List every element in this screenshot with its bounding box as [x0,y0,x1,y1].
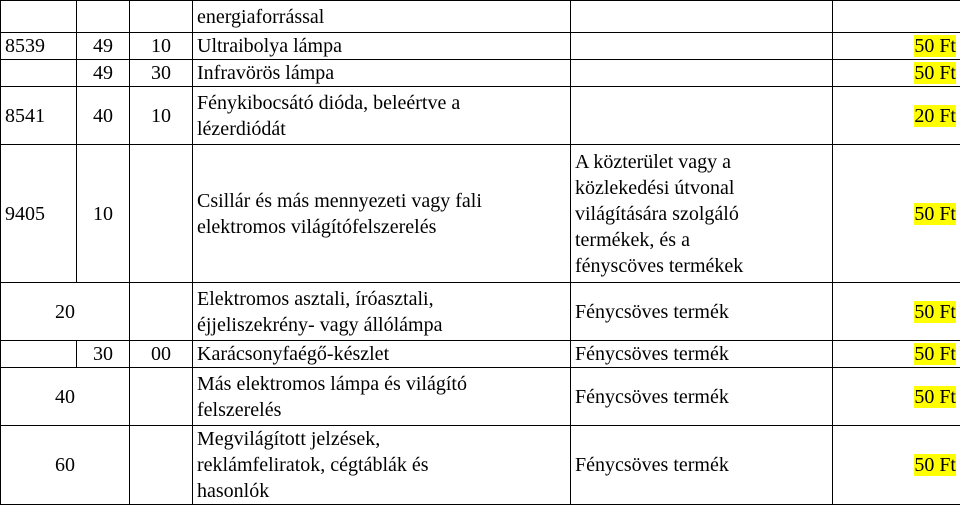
note-cell: Fénycsöves termék [571,426,833,505]
code-cell [130,145,193,283]
description-cell: Karácsonyfaégő-készlet [193,341,571,368]
fee-value: 50 Ft [914,343,956,365]
table-row [1,283,960,341]
description-line: elektromos világítófelszerelés [197,214,566,240]
description-cell [193,145,571,283]
table-row [1,341,960,368]
code-cell: 00 [130,341,193,368]
note-line: közlekedési útvonal [575,175,828,201]
note-cell [571,33,833,60]
description-line: Más elektromos lámpa és világító [197,371,566,397]
code-cell: 49 [77,33,130,60]
fee-cell [833,87,960,145]
fee-value: 50 Ft [914,62,956,84]
code-cell [1,60,77,87]
fee-cell [833,1,960,33]
note-cell [571,87,833,145]
fee-cell [833,145,960,283]
table-row [1,1,960,33]
note-line: fényscöves termékek [575,253,828,279]
code-cell: 8539 [1,33,77,60]
description-line: Megvilágított jelzések, [197,426,566,452]
code-cell: 60 [1,426,130,505]
note-cell: Fénycsöves termék [571,341,833,368]
description-line: éjjeliszekrény- vagy állólámpa [197,312,566,338]
fee-cell [833,368,960,426]
fee-value: 50 Ft [914,454,956,476]
description-line: reklámfeliratok, cégtáblák és [197,452,566,478]
code-cell: 40 [1,368,130,426]
note-line: világítására szolgáló [575,201,828,227]
description-line: lézerdiódát [197,116,566,142]
code-cell [1,1,77,33]
note-cell [571,145,833,283]
fee-cell [833,60,960,87]
code-cell [130,1,193,33]
table-row [1,87,960,145]
code-cell: 10 [77,145,130,283]
code-cell [130,283,193,341]
description-cell [193,283,571,341]
fee-value: 50 Ft [914,203,956,225]
description-cell [193,368,571,426]
table-row [1,60,960,87]
description-line: Csillár és más mennyezeti vagy fali [197,188,566,214]
code-cell [1,341,77,368]
code-cell: 20 [1,283,130,341]
note-cell: Fénycsöves termék [571,368,833,426]
fee-cell [833,33,960,60]
fee-cell [833,283,960,341]
description-cell: Ultraibolya lámpa [193,33,571,60]
table-row [1,426,960,505]
code-cell [130,368,193,426]
code-cell: 30 [77,341,130,368]
description-text: energiaforrással [197,6,324,28]
description-line: Fénykibocsátó dióda, beleértve a [197,90,566,116]
description-cell [193,426,571,505]
fee-cell [833,426,960,505]
description-line: Elektromos asztali, íróasztali, [197,286,566,312]
fee-value: 50 Ft [914,301,956,323]
code-cell: 30 [130,60,193,87]
note-cell: Fénycsöves termék [571,283,833,341]
note-line: termékek, és a [575,227,828,253]
description-cell [193,87,571,145]
code-cell [130,426,193,505]
fee-value: 50 Ft [914,35,956,57]
fee-value: 50 Ft [914,386,956,408]
description-cell [193,1,571,33]
code-cell: 40 [77,87,130,145]
fee-value: 20 Ft [914,105,956,127]
fee-cell [833,341,960,368]
code-cell: 10 [130,87,193,145]
code-cell: 8541 [1,87,77,145]
code-cell: 49 [77,60,130,87]
code-cell [77,1,130,33]
table-row [1,33,960,60]
description-line: hasonlók [197,478,566,504]
description-cell: Infravörös lámpa [193,60,571,87]
table-row [1,368,960,426]
description-line: felszerelés [197,397,566,423]
note-line: A közterület vagy a [575,149,828,175]
note-cell [571,1,833,33]
code-cell: 9405 [1,145,77,283]
table-row [1,145,960,283]
note-cell [571,60,833,87]
code-cell: 10 [130,33,193,60]
